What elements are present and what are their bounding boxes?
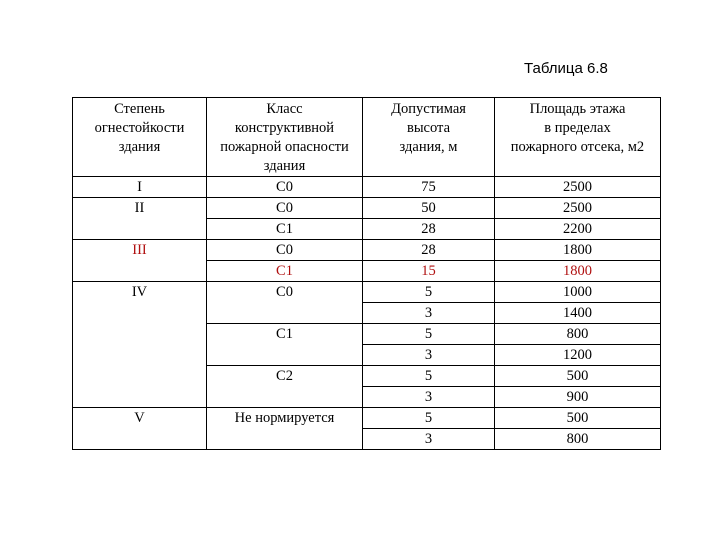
cell-class [207,429,363,450]
cell-area: 800 [495,429,661,450]
cell-height: 3 [363,303,495,324]
cell-area: 900 [495,387,661,408]
cell-height: 50 [363,198,495,219]
table-row [73,198,661,219]
cell-area: 2500 [495,177,661,198]
cell-height: 5 [363,282,495,303]
cell-degree: V [73,408,207,429]
cell-class: С0 [207,198,363,219]
cell-area: 1800 [495,261,661,282]
cell-area: 1200 [495,345,661,366]
cell-degree [73,387,207,408]
cell-class: С1 [207,219,363,240]
cell-class: С0 [207,240,363,261]
cell-height: 3 [363,387,495,408]
cell-height: 28 [363,240,495,261]
cell-degree [73,219,207,240]
table-row [73,240,661,261]
cell-class: С0 [207,177,363,198]
table-header-row [73,98,661,177]
cell-degree [73,345,207,366]
cell-height: 3 [363,429,495,450]
cell-height: 3 [363,345,495,366]
table-row [73,282,661,303]
cell-area: 800 [495,324,661,345]
cell-class [207,345,363,366]
cell-class: С2 [207,366,363,387]
table-row [73,177,661,198]
cell-degree: III [73,240,207,261]
cell-height: 5 [363,324,495,345]
cell-class: С1 [207,324,363,345]
table-row [73,366,661,387]
header-height: Допустимая высота здания, м [363,98,495,177]
cell-height: 15 [363,261,495,282]
cell-class: Не нормируется [207,408,363,429]
cell-height: 5 [363,408,495,429]
cell-degree: II [73,198,207,219]
cell-degree [73,261,207,282]
table-caption: Таблица 6.8 [524,60,608,77]
header-area: Площадь этажа в пределах пожарного отсека, м2 [495,98,661,177]
cell-area: 1800 [495,240,661,261]
cell-height: 28 [363,219,495,240]
table-row [73,261,661,282]
cell-degree [73,366,207,387]
cell-area: 2500 [495,198,661,219]
fire-safety-table [72,97,661,450]
cell-degree [73,303,207,324]
cell-degree [73,324,207,345]
cell-degree: I [73,177,207,198]
cell-area: 1400 [495,303,661,324]
table-row [73,219,661,240]
table-row [73,324,661,345]
table-row [73,429,661,450]
cell-height: 5 [363,366,495,387]
cell-class: С0 [207,282,363,303]
table-row [73,387,661,408]
header-degree: Степень огнестойкости здания [73,98,207,177]
cell-area: 1000 [495,282,661,303]
cell-class: С1 [207,261,363,282]
cell-class [207,303,363,324]
cell-height: 75 [363,177,495,198]
header-class: Класс конструктивной пожарной опасности здания [207,98,363,177]
cell-area: 500 [495,408,661,429]
cell-degree: IV [73,282,207,303]
table-row [73,408,661,429]
cell-degree [73,429,207,450]
cell-class [207,387,363,408]
cell-area: 500 [495,366,661,387]
table-row [73,345,661,366]
table-row [73,303,661,324]
cell-area: 2200 [495,219,661,240]
